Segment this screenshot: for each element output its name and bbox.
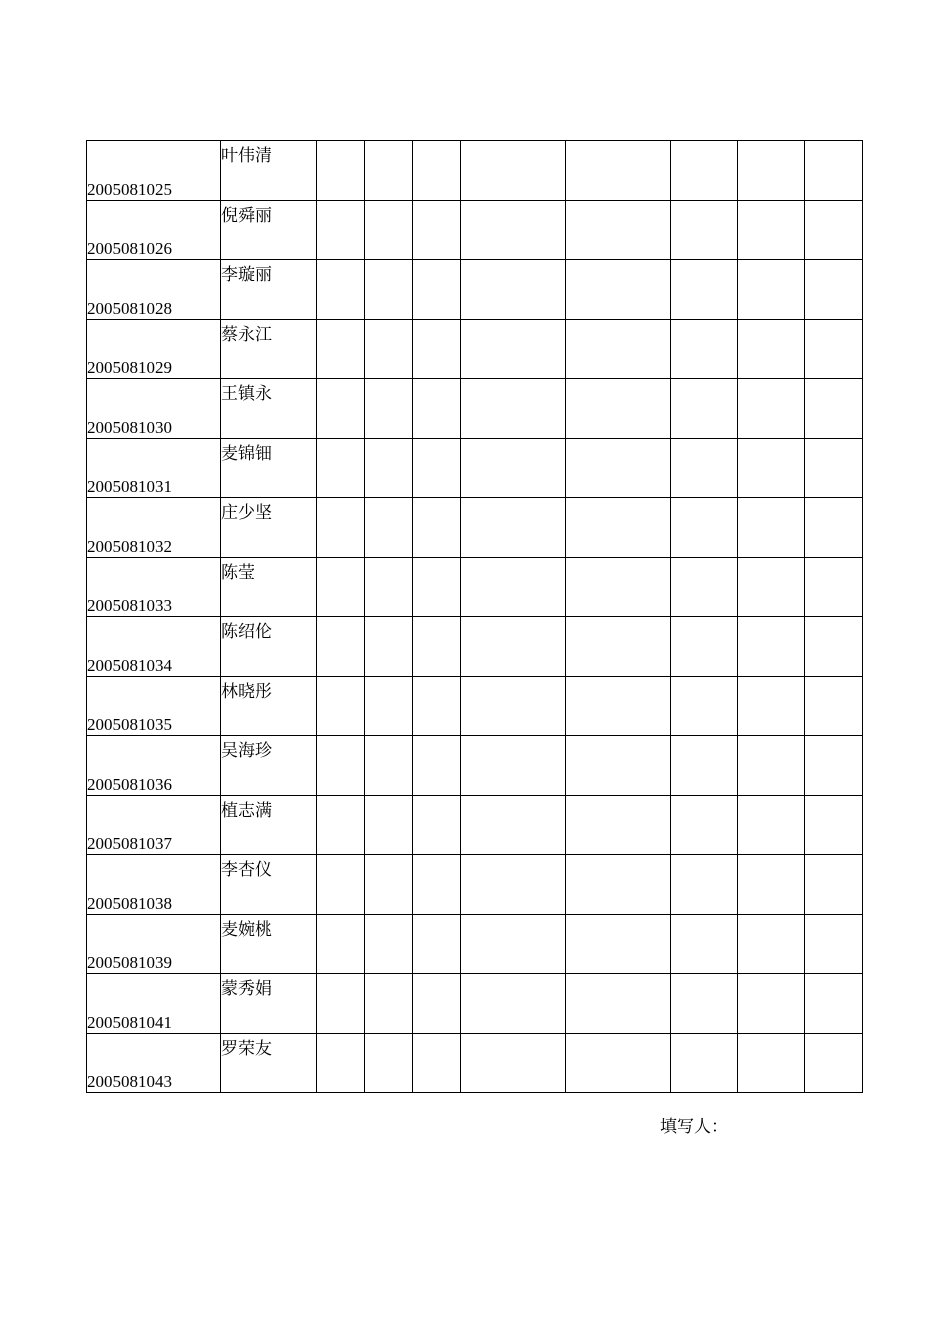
empty-cell — [413, 200, 461, 260]
student-name-cell: 蒙秀娟 — [221, 974, 317, 1034]
table-row — [87, 141, 863, 201]
student-id-cell: 2005081041 — [87, 974, 221, 1034]
empty-cell — [365, 557, 413, 617]
student-id-cell: 2005081037 — [87, 795, 221, 855]
filler-label: 填写人： — [660, 1117, 728, 1137]
empty-cell — [365, 438, 413, 498]
empty-cell — [317, 438, 365, 498]
table-row — [87, 795, 863, 855]
student-id-cell: 2005081033 — [87, 557, 221, 617]
empty-cell — [566, 200, 671, 260]
empty-cell — [566, 855, 671, 915]
empty-cell — [461, 200, 566, 260]
empty-cell — [671, 141, 738, 201]
empty-cell — [566, 260, 671, 320]
empty-cell — [671, 974, 738, 1034]
table-row — [87, 617, 863, 677]
student-name-cell: 王镇永 — [221, 379, 317, 439]
empty-cell — [738, 914, 805, 974]
empty-cell — [805, 736, 863, 796]
empty-cell — [317, 379, 365, 439]
empty-cell — [671, 736, 738, 796]
empty-cell — [461, 141, 566, 201]
empty-cell — [365, 676, 413, 736]
student-name-cell: 罗荣友 — [221, 1033, 317, 1093]
empty-cell — [738, 200, 805, 260]
empty-cell — [461, 974, 566, 1034]
empty-cell — [317, 319, 365, 379]
empty-cell — [738, 260, 805, 320]
table-row — [87, 319, 863, 379]
empty-cell — [461, 260, 566, 320]
student-id-cell: 2005081036 — [87, 736, 221, 796]
empty-cell — [461, 855, 566, 915]
empty-cell — [566, 141, 671, 201]
empty-cell — [317, 855, 365, 915]
empty-cell — [461, 438, 566, 498]
empty-cell — [671, 260, 738, 320]
student-id-cell: 2005081031 — [87, 438, 221, 498]
roster-body — [87, 141, 863, 1093]
empty-cell — [805, 200, 863, 260]
table-row — [87, 379, 863, 439]
empty-cell — [365, 855, 413, 915]
table-row — [87, 200, 863, 260]
student-id-cell: 2005081028 — [87, 260, 221, 320]
student-name-cell: 蔡永江 — [221, 319, 317, 379]
table-row — [87, 1033, 863, 1093]
student-name-cell: 吴海珍 — [221, 736, 317, 796]
empty-cell — [317, 557, 365, 617]
empty-cell — [805, 914, 863, 974]
empty-cell — [738, 617, 805, 677]
student-id-cell: 2005081038 — [87, 855, 221, 915]
student-id-cell: 2005081032 — [87, 498, 221, 558]
empty-cell — [805, 617, 863, 677]
empty-cell — [365, 319, 413, 379]
student-name-cell: 陈绍伦 — [221, 617, 317, 677]
empty-cell — [671, 557, 738, 617]
empty-cell — [738, 319, 805, 379]
student-id-cell: 2005081026 — [87, 200, 221, 260]
student-id-cell: 2005081035 — [87, 676, 221, 736]
empty-cell — [805, 795, 863, 855]
empty-cell — [413, 141, 461, 201]
empty-cell — [461, 379, 566, 439]
empty-cell — [738, 1033, 805, 1093]
empty-cell — [461, 1033, 566, 1093]
empty-cell — [413, 379, 461, 439]
empty-cell — [365, 914, 413, 974]
empty-cell — [365, 736, 413, 796]
student-name-cell: 庄少坚 — [221, 498, 317, 558]
empty-cell — [671, 914, 738, 974]
empty-cell — [671, 438, 738, 498]
table-row — [87, 855, 863, 915]
student-name-cell: 李杏仪 — [221, 855, 317, 915]
table-row — [87, 260, 863, 320]
empty-cell — [805, 319, 863, 379]
empty-cell — [738, 736, 805, 796]
empty-cell — [317, 141, 365, 201]
empty-cell — [365, 795, 413, 855]
student-id-cell: 2005081030 — [87, 379, 221, 439]
empty-cell — [566, 795, 671, 855]
student-id-cell: 2005081029 — [87, 319, 221, 379]
empty-cell — [805, 498, 863, 558]
empty-cell — [805, 438, 863, 498]
empty-cell — [413, 319, 461, 379]
empty-cell — [413, 795, 461, 855]
empty-cell — [365, 260, 413, 320]
empty-cell — [461, 319, 566, 379]
empty-cell — [461, 914, 566, 974]
empty-cell — [566, 319, 671, 379]
table-row — [87, 438, 863, 498]
empty-cell — [365, 974, 413, 1034]
empty-cell — [461, 736, 566, 796]
empty-cell — [566, 914, 671, 974]
empty-cell — [738, 974, 805, 1034]
empty-cell — [317, 914, 365, 974]
empty-cell — [413, 974, 461, 1034]
empty-cell — [317, 617, 365, 677]
empty-cell — [317, 260, 365, 320]
empty-cell — [461, 676, 566, 736]
student-name-cell: 陈莹 — [221, 557, 317, 617]
empty-cell — [738, 855, 805, 915]
student-name-cell: 林晓彤 — [221, 676, 317, 736]
student-name-cell: 麦婉桃 — [221, 914, 317, 974]
empty-cell — [413, 736, 461, 796]
empty-cell — [671, 1033, 738, 1093]
empty-cell — [461, 795, 566, 855]
empty-cell — [738, 498, 805, 558]
empty-cell — [805, 1033, 863, 1093]
empty-cell — [461, 498, 566, 558]
empty-cell — [365, 498, 413, 558]
empty-cell — [566, 557, 671, 617]
student-name-cell: 麦锦钿 — [221, 438, 317, 498]
empty-cell — [365, 1033, 413, 1093]
empty-cell — [413, 557, 461, 617]
empty-cell — [317, 736, 365, 796]
empty-cell — [413, 855, 461, 915]
empty-cell — [805, 379, 863, 439]
empty-cell — [413, 676, 461, 736]
empty-cell — [413, 1033, 461, 1093]
empty-cell — [671, 855, 738, 915]
empty-cell — [413, 438, 461, 498]
empty-cell — [365, 379, 413, 439]
student-name-cell: 李璇丽 — [221, 260, 317, 320]
empty-cell — [738, 438, 805, 498]
student-id-cell: 2005081034 — [87, 617, 221, 677]
empty-cell — [413, 617, 461, 677]
empty-cell — [671, 498, 738, 558]
empty-cell — [738, 379, 805, 439]
empty-cell — [413, 260, 461, 320]
empty-cell — [365, 141, 413, 201]
empty-cell — [566, 974, 671, 1034]
empty-cell — [317, 1033, 365, 1093]
empty-cell — [738, 141, 805, 201]
empty-cell — [566, 379, 671, 439]
empty-cell — [461, 557, 566, 617]
empty-cell — [566, 1033, 671, 1093]
empty-cell — [317, 795, 365, 855]
empty-cell — [805, 260, 863, 320]
student-id-cell: 2005081043 — [87, 1033, 221, 1093]
empty-cell — [365, 617, 413, 677]
table-row — [87, 914, 863, 974]
student-id-cell: 2005081025 — [87, 141, 221, 201]
student-id-cell: 2005081039 — [87, 914, 221, 974]
student-name-cell: 植志满 — [221, 795, 317, 855]
empty-cell — [671, 200, 738, 260]
empty-cell — [671, 617, 738, 677]
empty-cell — [805, 855, 863, 915]
table-row — [87, 676, 863, 736]
empty-cell — [461, 617, 566, 677]
empty-cell — [365, 200, 413, 260]
student-name-cell: 叶伟清 — [221, 141, 317, 201]
empty-cell — [566, 617, 671, 677]
empty-cell — [413, 498, 461, 558]
empty-cell — [566, 736, 671, 796]
empty-cell — [738, 676, 805, 736]
empty-cell — [413, 914, 461, 974]
empty-cell — [738, 557, 805, 617]
table-row — [87, 974, 863, 1034]
empty-cell — [738, 795, 805, 855]
empty-cell — [671, 379, 738, 439]
table-row — [87, 557, 863, 617]
empty-cell — [805, 676, 863, 736]
empty-cell — [671, 795, 738, 855]
table-row — [87, 736, 863, 796]
empty-cell — [805, 141, 863, 201]
empty-cell — [671, 319, 738, 379]
empty-cell — [671, 676, 738, 736]
empty-cell — [566, 498, 671, 558]
empty-cell — [317, 498, 365, 558]
empty-cell — [317, 676, 365, 736]
empty-cell — [566, 438, 671, 498]
empty-cell — [317, 200, 365, 260]
empty-cell — [317, 974, 365, 1034]
empty-cell — [805, 557, 863, 617]
empty-cell — [805, 974, 863, 1034]
student-roster-table — [86, 140, 863, 1093]
table-row — [87, 498, 863, 558]
student-name-cell: 倪舜丽 — [221, 200, 317, 260]
empty-cell — [566, 676, 671, 736]
